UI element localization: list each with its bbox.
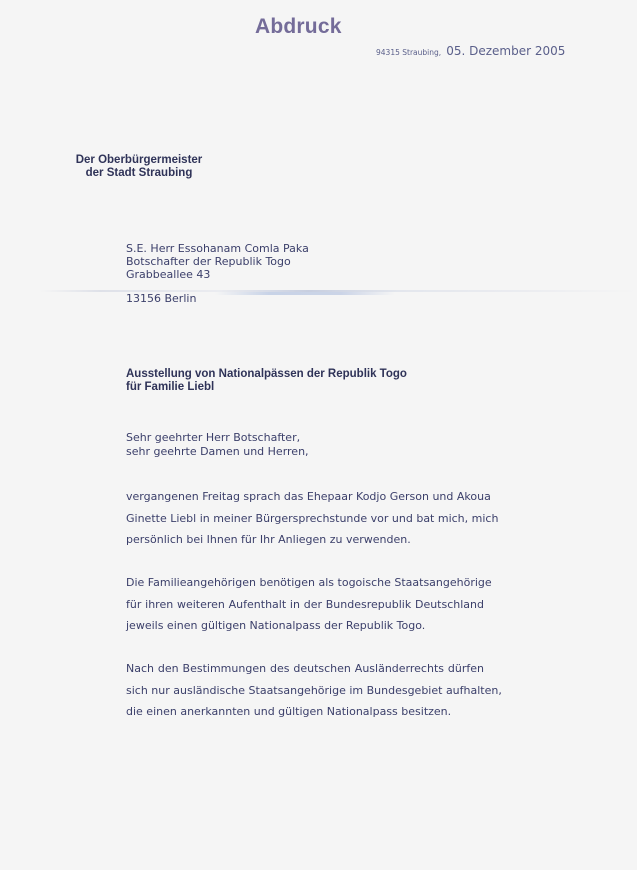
recipient-city: 13156 Berlin [126,292,197,305]
scan-artifact-smudge [215,292,395,295]
subject-line [126,368,407,393]
paragraph-line: Ginette Liebl in meiner Bürgersprechstunde vor und bat mich, mich [126,511,499,525]
salutation-line: Sehr geehrter Herr Botschafter, [126,431,301,444]
subject-line-text: für Familie Liebl [126,380,215,393]
body-paragraph [126,658,502,723]
recipient-name: S.E. Herr Essohanam Comla Paka [126,242,309,255]
dateline-place: 94315 Straubing, [376,48,442,57]
paragraph-line: für ihren weiteren Aufenthalt in der Bundesrepublik Deutschland [126,597,484,611]
subject-line-text: Ausstellung von Nationalpässen der Republik Togo [126,368,407,380]
recipient-address [126,242,309,305]
salutation [126,431,309,459]
paragraph-line: Die Familieangehörigen benötigen als togoische Staatsangehörige [126,576,492,589]
paragraph-line: Nach den Bestimmungen des deutschen Ausländerrechts dürfen [126,662,484,675]
paragraph-line: die einen anerkannten und gültigen Nationalpass besitzen. [126,705,452,718]
body-paragraph [126,572,492,637]
recipient-title: Botschafter der Republik Togo [126,255,291,268]
salutation-line: sehr geehrte Damen und Herren, [126,445,309,458]
copy-stamp: Abdruck [255,15,342,38]
recipient-street: Grabbeallee 43 [126,268,211,281]
dateline [376,40,565,59]
paragraph-line: persönlich bei Ihnen für Ihr Anliegen zu verwenden. [126,533,411,546]
sender-line: der Stadt Straubing [85,167,193,179]
sender-block [75,154,203,180]
paragraph-line: sich nur ausländische Staatsangehörige im Bundesgebiet aufhalten, [126,683,502,697]
sender-line: Der Oberbürgermeister [75,154,203,166]
dateline-date: 05. Dezember 2005 [446,44,566,58]
paragraph-line: jeweils einen gültigen Nationalpass der Republik Togo. [126,619,426,632]
paragraph-line: vergangenen Freitag sprach das Ehepaar Kodjo Gerson und Akoua [126,490,491,503]
body-paragraph [126,486,499,551]
